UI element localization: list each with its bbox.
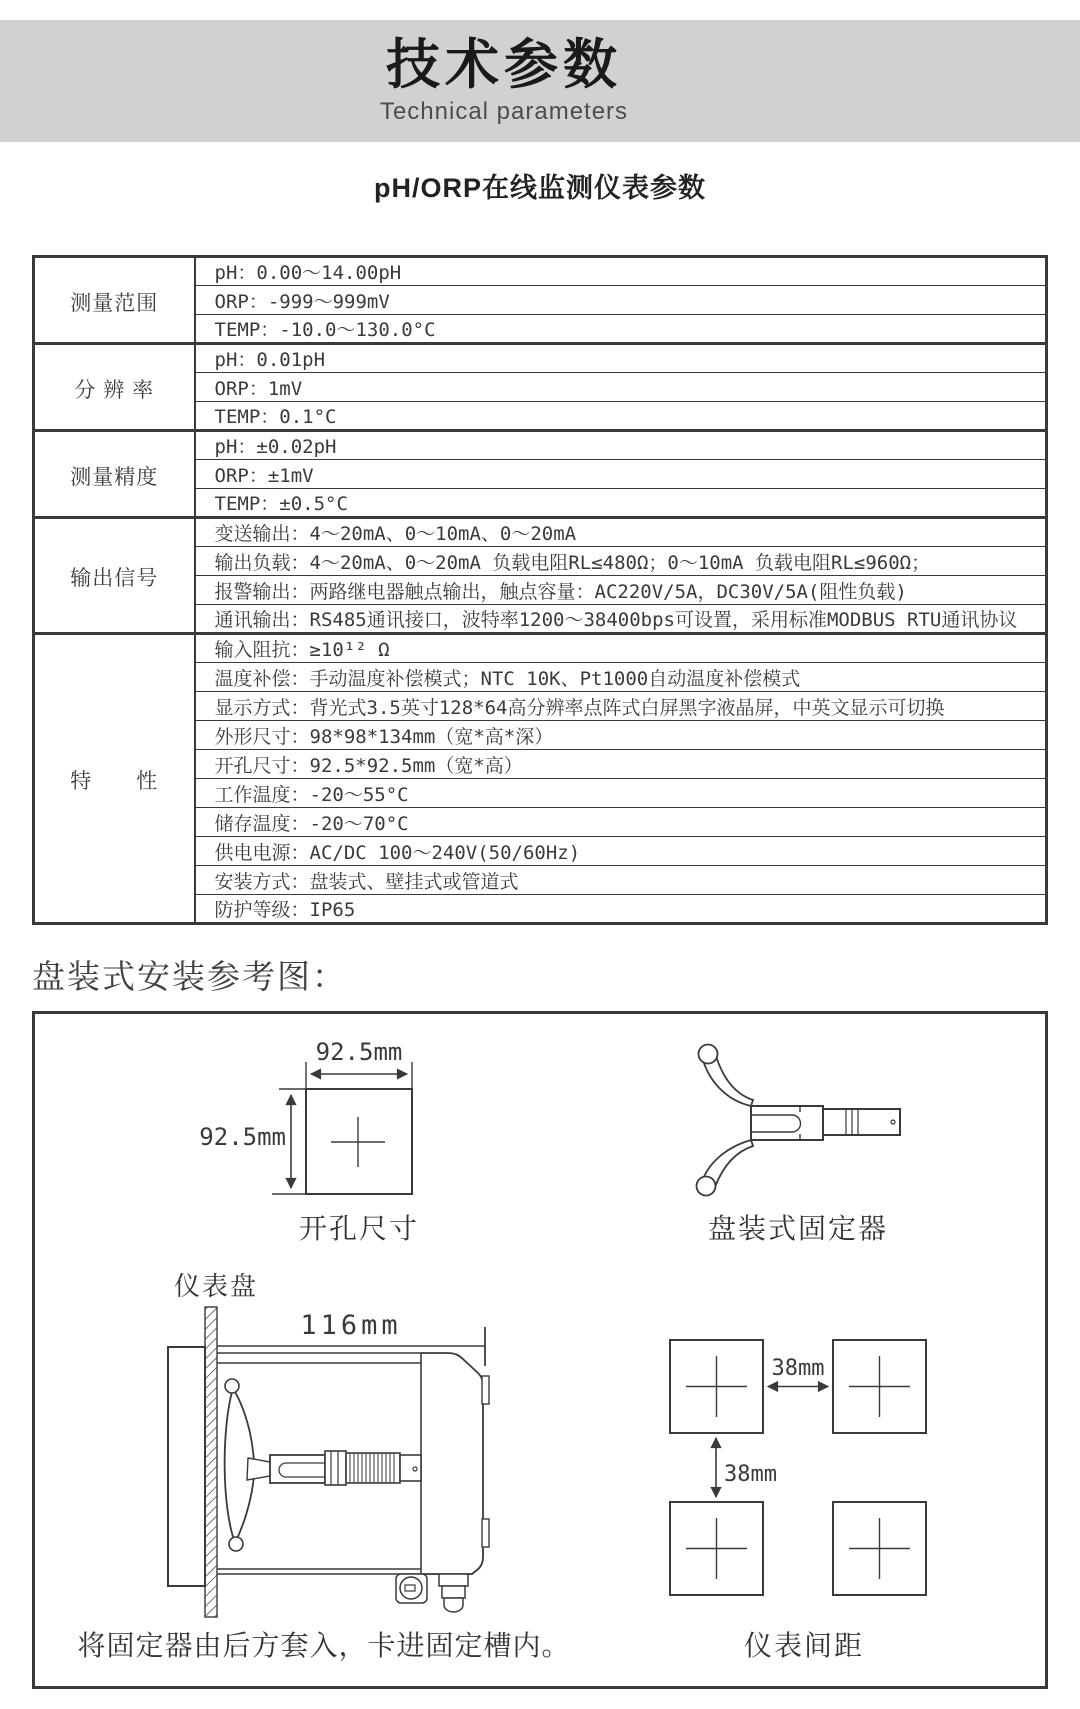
spec-group-label: 输出信号 (34, 518, 195, 634)
spec-value: 供电电源：AC/DC 100～240V(50/60Hz) (195, 837, 1047, 866)
spec-table-body (34, 257, 1047, 924)
panel-label: 仪表盘 (173, 1271, 259, 1301)
spec-table-title: pH/ORP在线监测仪表参数 (373, 173, 706, 203)
installation-diagram (32, 1011, 1048, 1689)
spec-value: pH：±0.02pH (195, 431, 1047, 460)
spec-value: ORP：-999～999mV (195, 286, 1047, 315)
spec-table (32, 255, 1048, 925)
spec-group-label: 测量范围 (34, 257, 195, 344)
side-view-caption: 将固定器由后方套入，卡进固定槽内。 (77, 1630, 571, 1661)
spec-row (34, 634, 1047, 663)
side-view-depth-dim: 116mm (300, 1310, 402, 1341)
spec-value: 显示方式：背光式3.5英寸128*64高分辨率点阵式白屏黑字液晶屏，中英文显示可切换 (195, 692, 1047, 721)
spacing-h-dim: 38mm (771, 1356, 825, 1381)
installation-diagram-svg (35, 1014, 1045, 1686)
spec-group-label: 特 性 (34, 634, 195, 924)
spec-value: 储存温度：-20～70°C (195, 808, 1047, 837)
spec-value: TEMP：0.1°C (195, 402, 1047, 431)
spec-row (34, 344, 1047, 373)
spec-row (34, 431, 1047, 460)
cutout-height-dim: 92.5mm (199, 1123, 286, 1151)
spec-row (34, 518, 1047, 547)
page-title: 技术参数 (385, 35, 622, 96)
spec-value: TEMP：-10.0～130.0°C (195, 315, 1047, 344)
page-subtitle: Technical parameters (379, 97, 629, 125)
cutout-diagram (272, 1062, 412, 1194)
spec-group-label: 测量精度 (34, 431, 195, 518)
spec-value: pH：0.01pH (195, 344, 1047, 373)
spec-value: 输出负载：4～20mA、0～20mA 负载电阻RL≤480Ω；0～10mA 负载电阻RL≤960Ω； (195, 547, 1047, 576)
fixer-caption: 盘装式固定器 (707, 1213, 889, 1244)
spec-value: ORP：±1mV (195, 460, 1047, 489)
spec-value: 工作温度：-20～55°C (195, 779, 1047, 808)
spec-value: 开孔尺寸：92.5*92.5mm（宽*高） (195, 750, 1047, 779)
spec-value: 通讯输出：RS485通讯接口，波特率1200～38400bps可设置，采用标准MODBUS RTU通讯协议 (195, 605, 1047, 634)
spec-value: 安装方式：盘装式、壁挂式或管道式 (195, 866, 1047, 895)
fixer-diagram (697, 1045, 901, 1196)
spec-value: 变送输出：4～20mA、0～10mA、0～20mA (195, 518, 1047, 547)
spec-value: ORP：1mV (195, 373, 1047, 402)
spec-table-wrap (32, 255, 1048, 925)
side-view-diagram (168, 1307, 489, 1617)
spec-value: 防护等级：IP65 (195, 895, 1047, 924)
header-banner (0, 20, 1080, 142)
spec-value: 报警输出：两路继电器触点输出，触点容量：AC220V/5A，DC30V/5A(阻性负载) (195, 576, 1047, 605)
spec-value: 外形尺寸：98*98*134mm（宽*高*深） (195, 721, 1047, 750)
cutout-width-dim: 92.5mm (315, 1038, 403, 1066)
cutout-caption: 开孔尺寸 (298, 1213, 420, 1244)
spec-group-label: 分 辨 率 (34, 344, 195, 431)
spec-value: TEMP：±0.5°C (195, 489, 1047, 518)
section-heading: 盘装式安装参考图： (32, 958, 347, 995)
header-banner-inner (380, 36, 628, 125)
spec-row (34, 257, 1047, 286)
spec-value: 输入阻抗：≥10¹² Ω (195, 634, 1047, 663)
spacing-v-dim: 38mm (724, 1462, 777, 1487)
spec-value: pH：0.00～14.00pH (195, 257, 1047, 286)
spacing-caption: 仪表间距 (743, 1630, 865, 1661)
spec-value: 温度补偿：手动温度补偿模式；NTC 10K、Pt1000自动温度补偿模式 (195, 663, 1047, 692)
